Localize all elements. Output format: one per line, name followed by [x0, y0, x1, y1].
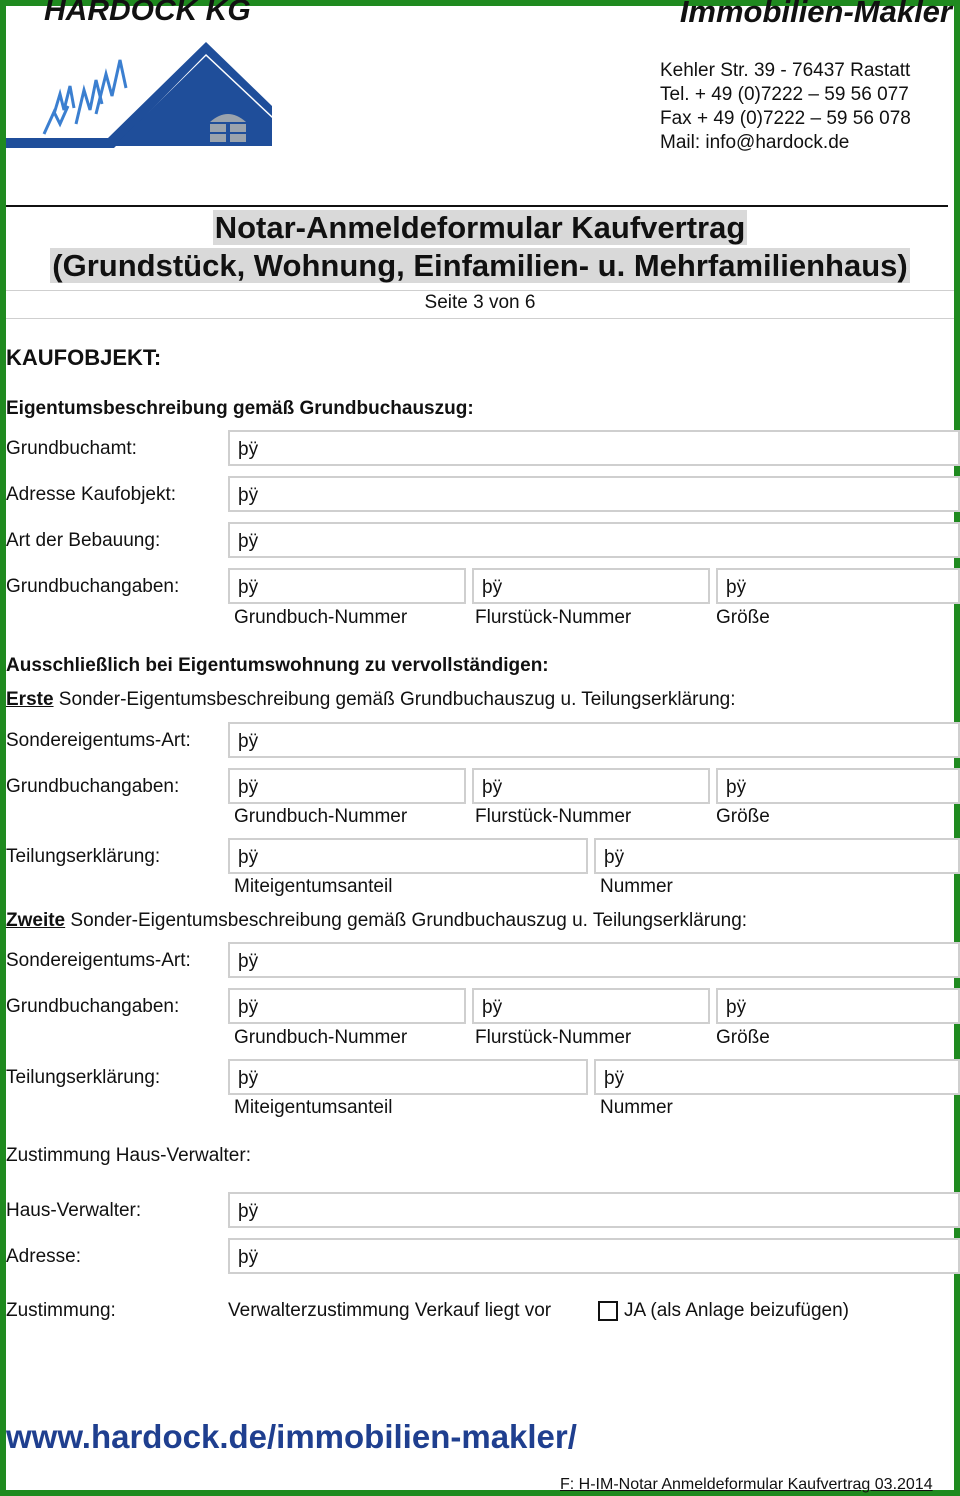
grundbuch-nummer-field-2[interactable]: þÿ — [228, 988, 466, 1024]
file-reference: F: H-IM-Notar Anmeldeformular Kaufvertrag 03.2014 — [560, 1476, 933, 1493]
mail-line: Mail: info@hardock.de — [660, 132, 850, 153]
form-title-line2: (Grundstück, Wohnung, Einfamilien- u. Mehrfamilienhaus) — [52, 248, 908, 283]
miteigentumsanteil-caption-1: Miteigentumsanteil — [234, 876, 393, 897]
website-link[interactable]: www.hardock.de/immobilien-makler/ — [6, 1418, 577, 1455]
grundbuch-nummer-field-1[interactable]: þÿ — [228, 768, 466, 804]
art-bebauung-label: Art der Bebauung: — [6, 530, 161, 551]
zustimmung-text: Verwalterzustimmung Verkauf liegt vor — [228, 1300, 552, 1321]
teilungserklaerung-label-2: Teilungserklärung: — [6, 1067, 161, 1088]
form-title-line1: Notar-Anmeldeformular Kaufvertrag — [214, 210, 746, 245]
flurstueck-nummer-field-2[interactable]: þÿ — [472, 988, 710, 1024]
grundbuchamt-label: Grundbuchamt: — [6, 438, 137, 459]
ja-checkbox[interactable] — [598, 1301, 618, 1321]
header-divider — [6, 205, 948, 207]
sondereigentum-art-field-2[interactable]: þÿ — [228, 942, 960, 978]
fax-line: Fax + 49 (0)7222 – 59 56 078 — [660, 108, 911, 129]
company-logo — [6, 34, 276, 150]
groesse-caption-1: Größe — [716, 806, 770, 827]
art-bebauung-field[interactable]: þÿ — [228, 522, 960, 558]
phone-line: Tel. + 49 (0)7222 – 59 56 077 — [660, 84, 909, 105]
flurstueck-nummer-caption-2: Flurstück-Nummer — [475, 1027, 632, 1048]
flurstueck-nummer-caption: Flurstück-Nummer — [475, 607, 632, 628]
teilung-nummer-field-2[interactable]: þÿ — [594, 1059, 960, 1095]
verwalter-adresse-field[interactable]: þÿ — [228, 1238, 960, 1274]
wohnung-heading: Ausschließlich bei Eigentumswohnung zu vervollständigen: — [6, 655, 549, 676]
adresse-kaufobjekt-field[interactable]: þÿ — [228, 476, 960, 512]
grundbuch-nummer-field[interactable]: þÿ — [228, 568, 466, 604]
grundbuchangaben-label-2: Grundbuchangaben: — [6, 996, 180, 1017]
company-name: HARDOCK KG — [44, 0, 251, 27]
haus-verwalter-label: Haus-Verwalter: — [6, 1200, 142, 1221]
teilung-nummer-caption-1: Nummer — [600, 876, 673, 897]
sondereigentum-art-label-1: Sondereigentums-Art: — [6, 730, 191, 751]
grundbuch-nummer-caption-2: Grundbuch-Nummer — [234, 1027, 408, 1048]
sondereigentum-art-field-1[interactable]: þÿ — [228, 722, 960, 758]
teilung-nummer-caption-2: Nummer — [600, 1097, 673, 1118]
teilungserklaerung-label-1: Teilungserklärung: — [6, 846, 161, 867]
eigentum-heading: Eigentumsbeschreibung gemäß Grundbuchauszug: — [6, 398, 474, 419]
page-number: Seite 3 von 6 — [424, 292, 536, 313]
flurstueck-nummer-caption-1: Flurstück-Nummer — [475, 806, 632, 827]
grundbuchangaben-label: Grundbuchangaben: — [6, 576, 180, 597]
grundbuchangaben-label-1: Grundbuchangaben: — [6, 776, 180, 797]
page-divider — [6, 318, 954, 319]
adresse-kaufobjekt-label: Adresse Kaufobjekt: — [6, 484, 177, 505]
sondereigentum-art-label-2: Sondereigentums-Art: — [6, 950, 191, 971]
verwalter-heading: Zustimmung Haus-Verwalter: — [6, 1145, 251, 1166]
ja-label: JA (als Anlage beizufügen) — [624, 1300, 849, 1321]
miteigentumsanteil-caption-2: Miteigentumsanteil — [234, 1097, 393, 1118]
grundbuch-nummer-caption: Grundbuch-Nummer — [234, 607, 408, 628]
groesse-field[interactable]: þÿ — [716, 568, 960, 604]
title-divider — [6, 290, 954, 291]
zustimmung-label: Zustimmung: — [6, 1300, 116, 1321]
verwalter-adresse-label: Adresse: — [6, 1246, 81, 1267]
flurstueck-nummer-field[interactable]: þÿ — [472, 568, 710, 604]
second-sonder-heading: Zweite Sonder-Eigentumsbeschreibung gemäß Grundbuchauszug u. Teilungserklärung: — [6, 910, 748, 931]
groesse-field-1[interactable]: þÿ — [716, 768, 960, 804]
flurstueck-nummer-field-1[interactable]: þÿ — [472, 768, 710, 804]
miteigentumsanteil-field-1[interactable]: þÿ — [228, 838, 588, 874]
teilung-nummer-field-1[interactable]: þÿ — [594, 838, 960, 874]
groesse-field-2[interactable]: þÿ — [716, 988, 960, 1024]
miteigentumsanteil-field-2[interactable]: þÿ — [228, 1059, 588, 1095]
grundbuchamt-field[interactable]: þÿ — [228, 430, 960, 466]
grundbuch-nummer-caption-1: Grundbuch-Nummer — [234, 806, 408, 827]
groesse-caption-2: Größe — [716, 1027, 770, 1048]
groesse-caption: Größe — [716, 607, 770, 628]
section-title: KAUFOBJEKT: — [6, 345, 162, 370]
haus-verwalter-field[interactable]: þÿ — [228, 1192, 960, 1228]
first-sonder-heading: Erste Sonder-Eigentumsbeschreibung gemäß Grundbuchauszug u. Teilungserklärung: — [6, 689, 736, 710]
company-tagline: Immobilien-Makler — [679, 0, 952, 29]
address-line: Kehler Str. 39 - 76437 Rastatt — [660, 60, 911, 81]
